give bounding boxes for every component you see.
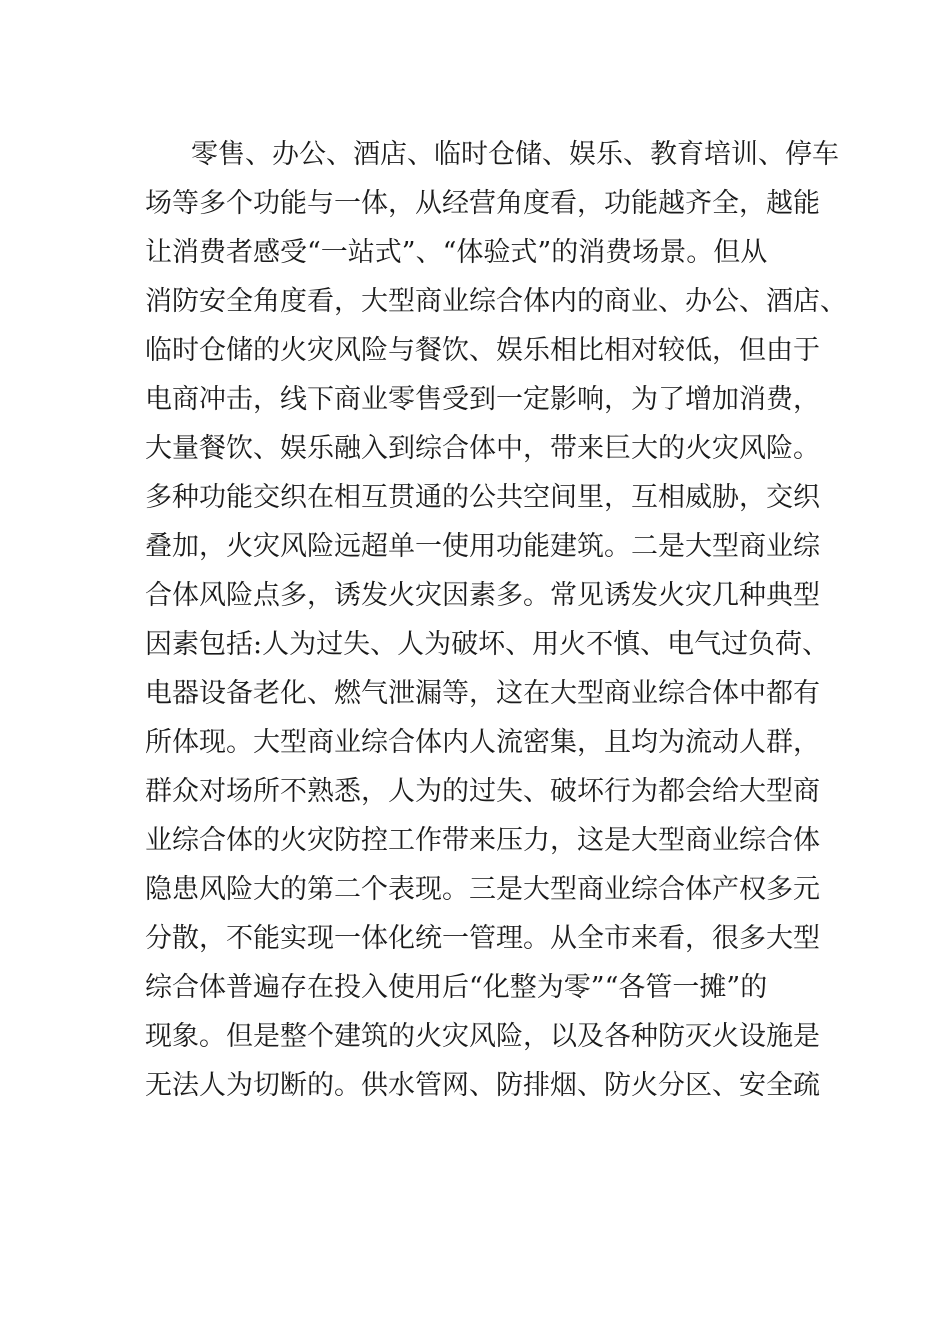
text-line: 电商冲击，线下商业零售受到一定影响，为了增加消费， — [145, 384, 820, 415]
text-line: 综合体普遍存在投入使用后“化整为零”“各管一摊”的 — [145, 972, 768, 1003]
text-line: 零售、办公、酒店、临时仓储、娱乐、教育培训、停车 — [191, 139, 839, 170]
text-line: 大量餐饮、娱乐融入到综合体中，带来巨大的火灾风险。 — [145, 433, 820, 464]
text-line: 所体现。大型商业综合体内人流密集，且均为流动人群， — [145, 727, 820, 758]
text-line: 临时仓储的火灾风险与餐饮、娱乐相比相对较低，但由于 — [145, 335, 820, 366]
text-line: 叠加，火灾风险远超单一使用功能建筑。二是大型商业综 — [145, 531, 820, 562]
text-line: 让消费者感受“一站式”、“体验式”的消费场景。但从 — [145, 237, 768, 268]
text-line: 现象。但是整个建筑的火灾风险，以及各种防灭火设施是 — [145, 1021, 820, 1052]
text-line: 业综合体的火灾防控工作带来压力，这是大型商业综合体 — [145, 825, 820, 856]
text-line: 无法人为切断的。供水管网、防排烟、防火分区、安全疏 — [145, 1070, 820, 1101]
text-line: 隐患风险大的第二个表现。三是大型商业综合体产权多元 — [145, 874, 820, 905]
text-line: 场等多个功能与一体，从经营角度看，功能越齐全，越能 — [145, 188, 820, 219]
text-line: 多种功能交织在相互贯通的公共空间里，互相威胁，交织 — [145, 482, 820, 513]
body-paragraph — [145, 130, 847, 1110]
text-line: 电器设备老化、燃气泄漏等，这在大型商业综合体中都有 — [145, 678, 820, 709]
text-line: 合体风险点多，诱发火灾因素多。常见诱发火灾几种典型 — [145, 580, 820, 611]
text-line: 群众对场所不熟悉，人为的过失、破坏行为都会给大型商 — [145, 776, 820, 807]
text-line: 因素包括:人为过失、人为破坏、用火不慎、电气过负荷、 — [145, 629, 830, 660]
text-line: 分散，不能实现一体化统一管理。从全市来看，很多大型 — [145, 923, 820, 954]
text-line: 消防安全角度看，大型商业综合体内的商业、办公、酒店、 — [145, 286, 847, 317]
